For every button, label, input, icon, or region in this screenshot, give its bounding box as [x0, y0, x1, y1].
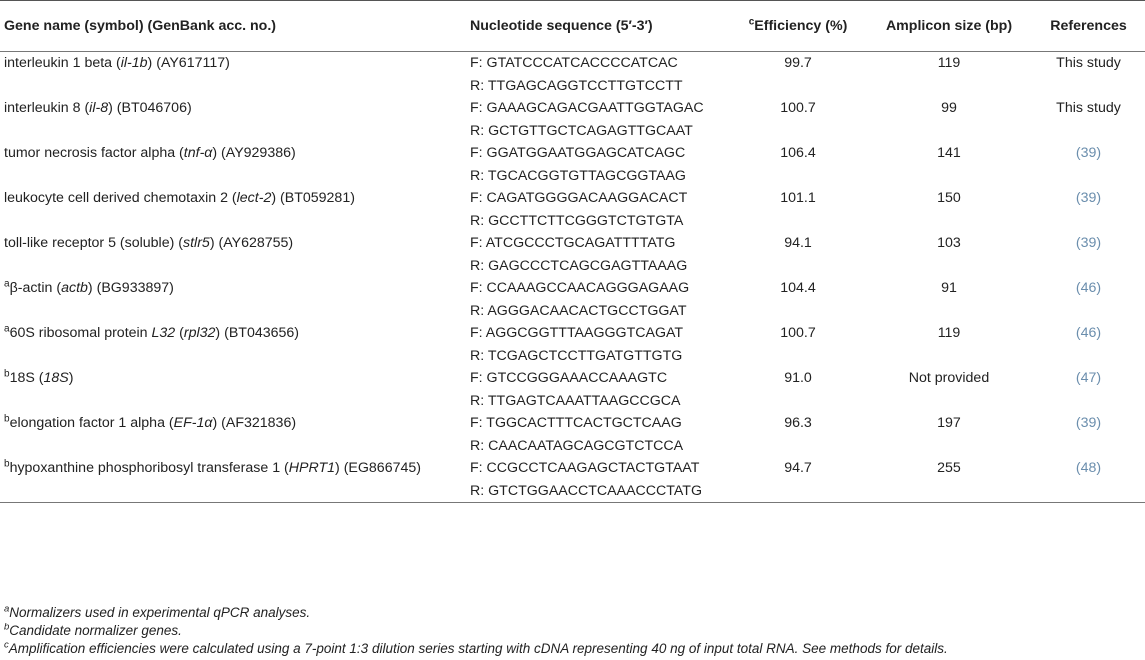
header-efficiency — [730, 1, 866, 52]
empty-cell — [730, 345, 866, 368]
forward-primer: F: AGGCGGTTTAAGGGTCAGAT — [470, 325, 684, 341]
footnote-b — [4, 622, 1139, 640]
gene-name: elongation factor 1 alpha ( — [9, 415, 174, 431]
table-row — [0, 232, 1145, 255]
gene-accession: ) (AY929386) — [212, 145, 296, 161]
reference[interactable]: (46) — [1075, 280, 1102, 296]
empty-cell — [730, 120, 866, 143]
reverse-primer: R: TTGAGCAGGTCCTTGTCCTT — [470, 77, 683, 94]
footnote-b-text: Candidate normalizer genes. — [9, 623, 182, 638]
empty-cell — [866, 210, 1032, 233]
empty-cell — [866, 75, 1032, 98]
gene-accession: ) — [68, 370, 74, 386]
gene-accession: ) (AF321836) — [212, 415, 297, 431]
reverse-primer: R: GAGCCCTCAGCGAGTTAAAG — [470, 257, 688, 274]
gene-symbol: il-8 — [89, 100, 109, 116]
empty-cell — [0, 435, 470, 458]
reference[interactable]: (39) — [1075, 415, 1102, 431]
empty-cell — [730, 480, 866, 503]
gene-name-mid: ( — [175, 325, 184, 341]
reference: This study — [1056, 55, 1121, 71]
empty-cell — [730, 435, 866, 458]
empty-cell — [1032, 345, 1145, 368]
empty-cell — [0, 75, 470, 98]
gene-name-cell — [0, 457, 470, 480]
gene-footnote-marker: b — [4, 413, 10, 425]
gene-symbol: 18S — [43, 370, 69, 386]
gene-footnote-marker: a — [4, 278, 10, 290]
empty-cell — [730, 390, 866, 413]
gene-name: interleukin 8 ( — [4, 100, 90, 116]
gene-name-cell — [0, 367, 470, 390]
empty-cell — [1032, 120, 1145, 143]
forward-primer: F: GTATCCCATCACCCCATCAC — [470, 55, 678, 71]
table-row — [0, 142, 1145, 165]
header-amplicon: Amplicon size (bp) — [885, 18, 1013, 34]
gene-footnote-marker: a — [4, 323, 10, 335]
amplicon-size: 197 — [937, 415, 961, 431]
table-row-reverse — [0, 345, 1145, 368]
reverse-primer: R: GCCTTCTTCGGGTCTGTGTA — [470, 212, 684, 229]
header-sequence: Nucleotide sequence (5′-3′) — [470, 18, 653, 34]
table-row — [0, 187, 1145, 210]
footnote-c-marker: c — [4, 639, 9, 651]
footnote-b-marker: b — [4, 621, 10, 633]
gene-accession: ) (BT046706) — [108, 100, 192, 116]
empty-cell — [730, 75, 866, 98]
gene-name-cell — [0, 142, 470, 165]
forward-primer: F: GTCCGGGAAACCAAAGTC — [470, 370, 668, 386]
forward-primer: F: TGGCACTTTCACTGCTCAAG — [470, 415, 682, 431]
gene-accession: ) (AY617117) — [147, 55, 230, 71]
empty-cell — [0, 165, 470, 188]
empty-cell — [0, 345, 470, 368]
amplicon-size: 141 — [937, 145, 961, 161]
empty-cell — [730, 210, 866, 233]
reference[interactable]: (39) — [1075, 145, 1102, 161]
gene-name-cell — [0, 232, 470, 255]
efficiency-value: 99.7 — [784, 55, 812, 71]
reference[interactable]: (47) — [1075, 370, 1102, 386]
footnote-a-marker: a — [4, 603, 10, 615]
forward-primer: F: ATCGCCCTGCAGATTTTATG — [470, 235, 676, 251]
amplicon-size: 119 — [937, 325, 961, 341]
amplicon-size: 99 — [941, 100, 957, 116]
empty-cell — [1032, 75, 1145, 98]
table-row — [0, 52, 1145, 75]
table-row — [0, 457, 1145, 480]
footnotes — [4, 604, 1139, 658]
footnote-c-text: Amplification efficiencies were calculated using a 7-point 1:3 dilution series starting with cDNA representing 40 ng of input total RNA. See methods for details. — [8, 641, 948, 656]
gene-footnote-marker: b — [4, 458, 10, 470]
empty-cell — [1032, 165, 1145, 188]
forward-primer: F: CCGCCTCAAGAGCTACTGTAAT — [470, 460, 700, 476]
table-row-reverse — [0, 75, 1145, 98]
gene-symbol: HPRT1 — [288, 460, 336, 476]
table-row-reverse — [0, 390, 1145, 413]
gene-name: 18S ( — [9, 370, 44, 386]
efficiency-value: 100.7 — [780, 325, 816, 341]
reverse-primer: R: TTGAGTCAAATTAAGCCGCA — [470, 392, 681, 409]
empty-cell — [1032, 300, 1145, 323]
reverse-primer: R: TGCACGGTGTTAGCGGTAAG — [470, 167, 686, 184]
gene-accession: ) (BT043656) — [215, 325, 300, 341]
gene-name: interleukin 1 beta ( — [4, 55, 121, 71]
empty-cell — [0, 210, 470, 233]
table-row — [0, 322, 1145, 345]
table-row — [0, 412, 1145, 435]
gene-name: tumor necrosis factor alpha ( — [4, 145, 184, 161]
reverse-primer: R: GCTGTTGCTCAGAGTTGCAAT — [470, 122, 693, 139]
footnote-a-text: Normalizers used in experimental qPCR analyses. — [9, 605, 311, 620]
header-row — [0, 1, 1145, 52]
efficiency-value: 94.1 — [784, 235, 812, 251]
gene-footnote-marker: b — [4, 368, 10, 380]
gene-symbol-secondary: rpl32 — [183, 325, 216, 341]
forward-primer: F: GGATGGAATGGAGCATCAGC — [470, 145, 686, 161]
gene-symbol: EF-1α — [173, 415, 213, 431]
efficiency-value: 91.0 — [784, 370, 812, 386]
empty-cell — [0, 120, 470, 143]
amplicon-size: 255 — [937, 460, 961, 476]
reference: This study — [1056, 100, 1121, 116]
empty-cell — [1032, 390, 1145, 413]
gene-name-cell — [0, 322, 470, 345]
amplicon-size: 150 — [937, 190, 961, 206]
gene-symbol: L32 — [151, 325, 176, 341]
table-row — [0, 367, 1145, 390]
gene-name: toll-like receptor 5 (soluble) ( — [4, 235, 183, 251]
gene-accession: ) (BG933897) — [87, 280, 174, 296]
empty-cell — [866, 480, 1032, 503]
gene-symbol: actb — [61, 280, 88, 296]
empty-cell — [1032, 210, 1145, 233]
empty-cell — [0, 390, 470, 413]
reverse-primer: R: CAACAATAGCAGCGTCTCCA — [470, 437, 684, 454]
efficiency-value: 106.4 — [780, 145, 816, 161]
table-row — [0, 97, 1145, 120]
table-row-reverse — [0, 435, 1145, 458]
gene-accession: ) (EG866745) — [335, 460, 421, 476]
table-row-reverse — [0, 165, 1145, 188]
empty-cell — [0, 300, 470, 323]
empty-cell — [730, 165, 866, 188]
efficiency-value: 100.7 — [780, 100, 816, 116]
gene-name-cell — [0, 277, 470, 300]
empty-cell — [866, 345, 1032, 368]
gene-symbol: tnf-α — [183, 145, 213, 161]
gene-name-cell — [0, 97, 470, 120]
empty-cell — [1032, 435, 1145, 458]
efficiency-value: 94.7 — [784, 460, 812, 476]
gene-symbol: il-1b — [120, 55, 148, 71]
reverse-primer: R: GTCTGGAACCTCAAACCCTATG — [470, 482, 702, 499]
reverse-primer: R: AGGGACAACACTGCCTGGAT — [470, 302, 687, 319]
forward-primer: F: CAGATGGGGACAAGGACACT — [470, 190, 688, 206]
empty-cell — [730, 300, 866, 323]
table-row — [0, 277, 1145, 300]
header-gene: Gene name (symbol) (GenBank acc. no.) — [4, 18, 276, 34]
empty-cell — [866, 255, 1032, 278]
reference[interactable]: (48) — [1075, 460, 1102, 476]
gene-symbol: stlr5 — [183, 235, 210, 251]
footnote-c — [4, 640, 1139, 658]
gene-name-cell — [0, 52, 470, 75]
table-row-reverse — [0, 120, 1145, 143]
forward-primer: F: CCAAAGCCAACAGGGAGAAG — [470, 280, 690, 296]
table-row-reverse — [0, 480, 1145, 503]
table-body — [0, 52, 1145, 503]
gene-symbol: lect-2 — [236, 190, 272, 206]
empty-cell — [0, 480, 470, 503]
amplicon-size: 119 — [937, 55, 961, 71]
amplicon-size: 103 — [937, 235, 961, 251]
table-row-reverse — [0, 210, 1145, 233]
header-efficiency-sup: c — [748, 16, 755, 28]
reference[interactable]: (39) — [1075, 235, 1102, 251]
empty-cell — [1032, 255, 1145, 278]
empty-cell — [866, 390, 1032, 413]
empty-cell — [866, 165, 1032, 188]
amplicon-size: 91 — [941, 280, 957, 296]
gene-name: β-actin ( — [9, 280, 62, 296]
header-references: References — [1050, 18, 1127, 34]
efficiency-value: 101.1 — [780, 190, 816, 206]
reference[interactable]: (39) — [1075, 190, 1102, 206]
empty-cell — [866, 435, 1032, 458]
gene-accession: ) (BT059281) — [271, 190, 355, 206]
empty-cell — [0, 255, 470, 278]
header-efficiency-label: Efficiency (%) — [754, 18, 848, 34]
reverse-primer: R: TCGAGCTCCTTGATGTTGTG — [470, 347, 683, 364]
gene-name: leukocyte cell derived chemotaxin 2 ( — [4, 190, 237, 206]
empty-cell — [866, 300, 1032, 323]
reference[interactable]: (46) — [1075, 325, 1102, 341]
table-row-reverse — [0, 255, 1145, 278]
footnote-a — [4, 604, 1139, 622]
gene-name-cell — [0, 412, 470, 435]
empty-cell — [730, 255, 866, 278]
amplicon-size: Not provided — [908, 370, 990, 386]
table-row-reverse — [0, 300, 1145, 323]
forward-primer: F: GAAAGCAGACGAATTGGTAGAC — [470, 100, 704, 116]
gene-name-cell — [0, 187, 470, 210]
efficiency-value: 96.3 — [784, 415, 812, 431]
gene-name: hypoxanthine phosphoribosyl transferase 1 ( — [9, 460, 289, 476]
gene-accession: ) (AY628755) — [209, 235, 294, 251]
empty-cell — [866, 120, 1032, 143]
empty-cell — [1032, 480, 1145, 503]
efficiency-value: 104.4 — [780, 280, 816, 296]
gene-name: 60S ribosomal protein — [9, 325, 152, 341]
